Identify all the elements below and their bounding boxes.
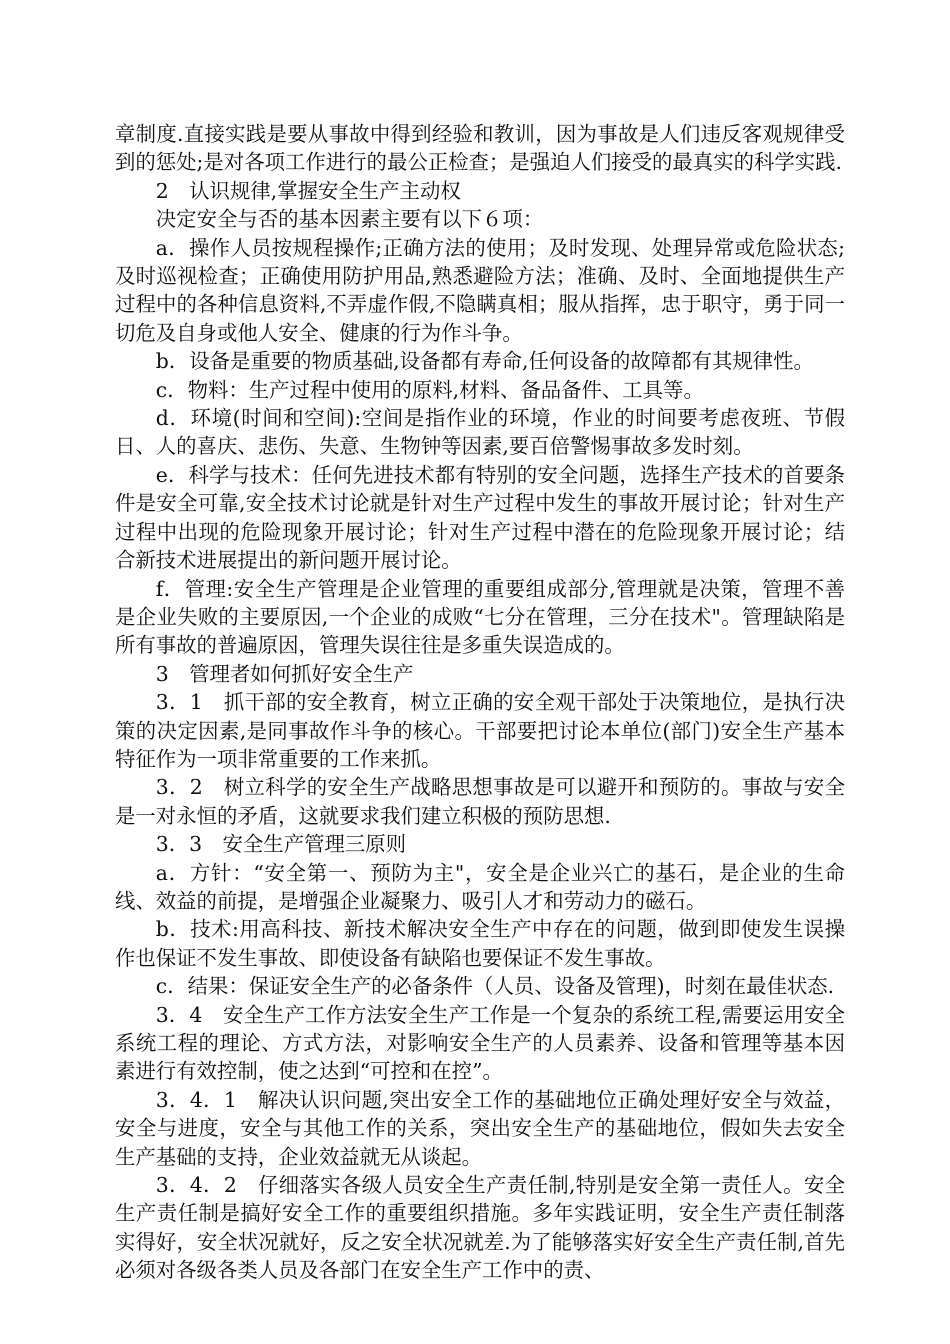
list-item: e．科学与技术：任何先进技术都有特别的安全问题，选择生产技术的首要条件是安全可靠,安全技术讨论就是针对生产过程中发生的事故开展讨论；针对生产过程中出现的危险现象开展讨论；针对生产过程中潜在的危险现象开展讨论；结合新技术进展提出的新问题开展讨论。 [115,462,845,573]
paragraph: 3．4．2 仔细落实各级人员安全生产责任制,特别是安全第一责任人。安全生产责任制是搞好安全工作的重要组织措施。多年实践证明，安全生产责任制落实得好，安全状况就好，反之安全状况就差.为了能够落实好安全生产责任制,首先必须对各级各类人员及各部门在安全生产工作中的责、 [115,1173,845,1283]
section-heading: 3．3 安全生产管理三原则 [155,832,407,857]
section-heading: 3 管理者如何抓好安全生产 [155,661,414,686]
paragraph: 3．4 安全生产工作方法安全生产工作是一个复杂的系统工程,需要运用安全系统工程的理论、方式方法，对影响安全生产的人员素养、设备和管理等基本因素进行有效控制，使之达到“可控和在控”。 [115,1002,845,1084]
paragraph: 3．4．1 解决认识问题,突出安全工作的基础地位正确处理好安全与效益，安全与进度，安全与其他工作的关系，突出安全生产的基础地位，假如失去安全生产基础的支持，企业效益就无从谈起。 [115,1087,845,1169]
list-item: a．操作人员按规程操作;正确方法的使用；及时发现、处理异常或危险状态;及时巡视检查；正确使用防护用品,熟悉避险方法；准确、及时、全面地提供生产过程中的各种信息资料,不弄虚作假,不隐瞒真相；服从指挥，忠于职守，勇于同一切危及自身或他人安全、健康的行为作斗争。 [115,235,845,345]
list-item: c．物料：生产过程中使用的原料,材料、备品备件、工具等。 [155,377,704,402]
list-item: c．结果：保证安全生产的必备条件（人员、设备及管理)，时刻在最佳状态. [155,974,835,999]
paragraph: 章制度.直接实践是要从事故中得到经验和教训，因为事故是人们违反客观规律受到的惩处;是对各项工作进行的最公正检查；是强迫人们接受的最真实的科学实践. [115,122,845,175]
paragraph: 3．2 树立科学的安全生产战略思想事故是可以避开和预防的。事故与安全是一对永恒的矛盾，这就要求我们建立积极的预防思想. [115,775,845,828]
list-item: b．技术:用高科技、新技术解决安全生产中存在的问题，做到即使发生误操作也保证不发生事故、即使设备有缺陷也要保证不发生事故。 [115,917,845,970]
list-item: f．管理:安全生产管理是企业管理的重要组成部分,管理就是决策，管理不善是企业失败的主要原因,一个企业的成败“七分在管理，三分在技术"。管理缺陷是所有事故的普遍原因，管理失误往往是多重失误造成的。 [115,576,845,658]
section-heading: 2 认识规律,掌握安全生产主动权 [155,178,461,203]
document-body [115,120,845,1285]
list-item: d．环境(时间和空间):空间是指作业的环境，作业的时间要考虑夜班、节假日、人的喜庆、悲伤、失意、生物钟等因素,要百倍警惕事故多发时刻。 [115,406,845,459]
list-item: a．方针：“安全第一、预防为主"，安全是企业兴亡的基石，是企业的生命线、效益的前提，是增强企业凝聚力、吸引人才和劳动力的磁石。 [115,860,845,913]
paragraph: 决定安全与否的基本因素主要有以下６项： [155,207,544,232]
list-item: b．设备是重要的物质基础,设备都有寿命,任何设备的故障都有其规律性。 [155,349,814,374]
paragraph: 3．1 抓干部的安全教育，树立正确的安全观干部处于决策地位，是执行决策的决定因素,是同事故作斗争的核心。干部要把讨论本单位(部门)安全生产基本特征作为一项非常重要的工作来抓。 [115,690,845,771]
